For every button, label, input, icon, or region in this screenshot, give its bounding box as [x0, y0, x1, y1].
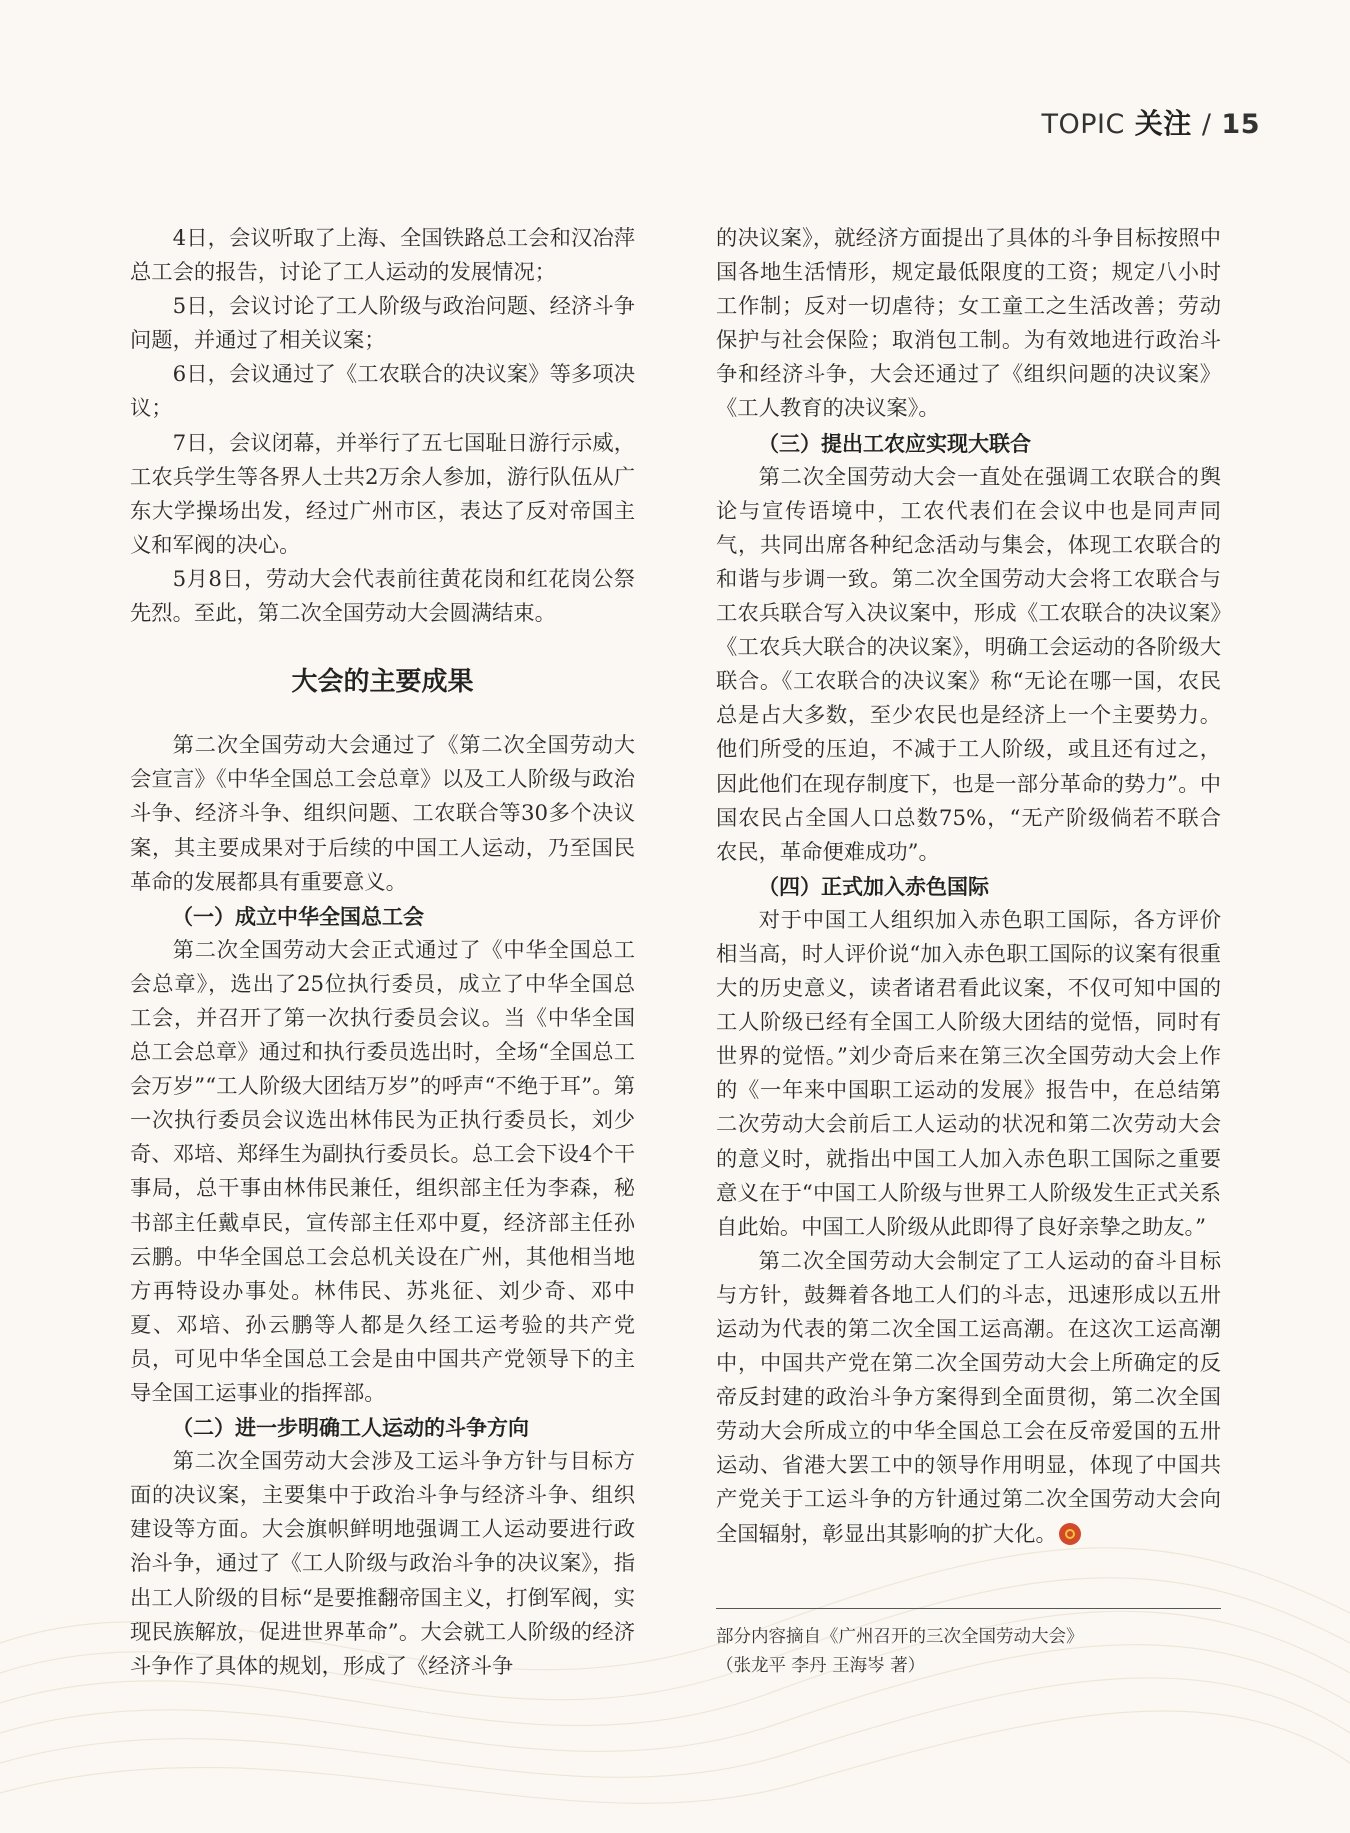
header-topic: TOPIC — [1041, 109, 1125, 140]
paragraph: 7日，会议闭幕，并举行了五七国耻日游行示威，工农兵学生等各界人士共2万余人参加，游行队伍从广东大学操场出发，经过广州市区，表达了反对帝国主义和军阀的决心。 — [130, 430, 635, 558]
right-column — [716, 222, 1221, 1552]
paragraph: 5日，会议讨论了工人阶级与政治问题、经济斗争问题，并通过了相关议案； — [130, 294, 635, 354]
paragraph: 第二次全国劳动大会通过了《第二次全国劳动大会宣言》《中华全国总工会总章》以及工人阶级与政治斗争、经济斗争、组织问题、工农联合等30多个决议案，其主要成果对于后续的中国工人运动，乃至国民革命的发展都具有重要意义。 — [130, 733, 635, 895]
source-footnote — [716, 1608, 1221, 1681]
subheading: （四）正式加入赤色国际 — [758, 874, 989, 899]
paragraph: 第二次全国劳动大会涉及工运斗争方针与目标方面的决议案，主要集中于政治斗争与经济斗争、组织建设等方面。大会旗帜鲜明地强调工人运动要进行政治斗争，通过了《工人阶级与政治斗争的决议案》，指出工人阶级的目标“是要推翻帝国主义，打倒军阀，实现民族解放，促进世界革命”。大会就工人阶级的经济斗争作了具体的规划，形成了《经济斗争 — [130, 1449, 635, 1679]
union-emblem-icon — [1059, 1523, 1081, 1545]
left-column — [130, 222, 635, 1684]
page-header — [1041, 102, 1260, 142]
closing-paragraph — [716, 1245, 1221, 1552]
paragraph: 5月8日，劳动大会代表前往黄花岗和红花岗公祭先烈。至此，第二次全国劳动大会圆满结束。 — [130, 566, 635, 627]
paragraph: 第二次全国劳动大会一直处在强调工农联合的舆论与宣传语境中，工农代表们在会议中也是同声同气，共同出席各种纪念活动与集会，体现工农联合的和谐与步调一致。第二次全国劳动大会将工农联合与工农兵联合写入决议案中，形成《工农联合的决议案》《工农兵大联合的决议案》，明确工会运动的各阶级大联合。《工农联合的决议案》称“无论在哪一国，农民总是占大多数，至少农民也是经济上一个主要势力。他们所受的压迫，不减于工人阶级，或且还有过之，因此他们在现存制度下，也是一部分革命的势力”。中国农民占全国人口总数75%，“无产阶级倘若不联合农民，革命便难成功”。 — [716, 464, 1221, 865]
footnote-source: 部分内容摘自《广州召开的三次全国劳动大会》 — [716, 1627, 1084, 1647]
section-title: 大会的主要成果 — [291, 667, 474, 698]
paragraph: 6日，会议通过了《工农联合的决议案》等多项决议； — [130, 362, 635, 422]
header-separator: / — [1201, 109, 1212, 140]
footnote-authors: （张龙平 李丹 王海岑 著） — [716, 1656, 926, 1676]
header-section: 关注 — [1134, 107, 1192, 140]
paragraph: 4日，会议听取了上海、全国铁路总工会和汉冶萍总工会的报告，讨论了工人运动的发展情况； — [130, 226, 635, 286]
subheading: （三）提出工农应实现大联合 — [758, 431, 1031, 456]
subheading: （一）成立中华全国总工会 — [172, 904, 424, 929]
paragraph: 的决议案》，就经济方面提出了具体的斗争目标按照中国各地生活情形，规定最低限度的工资；规定八小时工作制；反对一切虐待；女工童工之生活改善；劳动保护与社会保险；取消包工制。为有效地进行政治斗争和经济斗争，大会还通过了《组织问题的决议案》《工人教育的决议案》。 — [716, 226, 1221, 422]
subheading: （二）进一步明确工人运动的斗争方向 — [172, 1416, 529, 1441]
closing-text: 第二次全国劳动大会制定了工人运动的奋斗目标与方针，鼓舞着各地工人们的斗志，迅速形成以五卅运动为代表的第二次全国工运高潮。在这次工运高潮中，中国共产党在第二次全国劳动大会上所确定的反帝反封建的政治斗争方案得到全面贯彻，第二次全国劳动大会所成立的中华全国总工会在反帝爱国的五卅运动、省港大罢工中的领导作用明显，体现了中国共产党关于工运斗争的方针通过第二次全国劳动大会向全国辐射，彰显出其影响的扩大化。 — [716, 1248, 1221, 1547]
page-number: 15 — [1221, 109, 1260, 140]
paragraph: 对于中国工人组织加入赤色职工国际，各方评价相当高，时人评价说“加入赤色职工国际的议案有很重大的历史意义，读者诸君看此议案，不仅可知中国的工人阶级已经有全国工人阶级大团结的觉悟，同时有世界的觉悟。”刘少奇后来在第三次全国劳动大会上作的《一年来中国职工运动的发展》报告中，在总结第二次劳动大会前后工人运动的状况和第二次劳动大会的意义时，就指出中国工人加入赤色职工国际之重要意义在于“中国工人阶级与世界工人阶级发生正式关系自此始。中国工人阶级从此即得了良好亲挚之助友。” — [716, 907, 1221, 1240]
paragraph: 第二次全国劳动大会正式通过了《中华全国总工会总章》，选出了25位执行委员，成立了中华全国总工会，并召开了第一次执行委员会议。当《中华全国总工会总章》通过和执行委员选出时，全场“全国总工会万岁”“工人阶级大团结万岁”的呼声“不绝于耳”。第一次执行委员会议选出林伟民为正执行委员长，刘少奇、邓培、郑绎生为副执行委员长。总工会下设4个干事局，总干事由林伟民兼任，组织部主任为李森，秘书部主任戴卓民，宣传部主任邓中夏，经济部主任孙云鹏。中华全国总工会总机关设在广州，其他相当地方再特设办事处。林伟民、苏兆征、刘少奇、邓中夏、邓培、孙云鹏等人都是久经工运考验的共产党员，可见中华全国总工会是由中国共产党领导下的主导全国工运事业的指挥部。 — [130, 937, 635, 1406]
